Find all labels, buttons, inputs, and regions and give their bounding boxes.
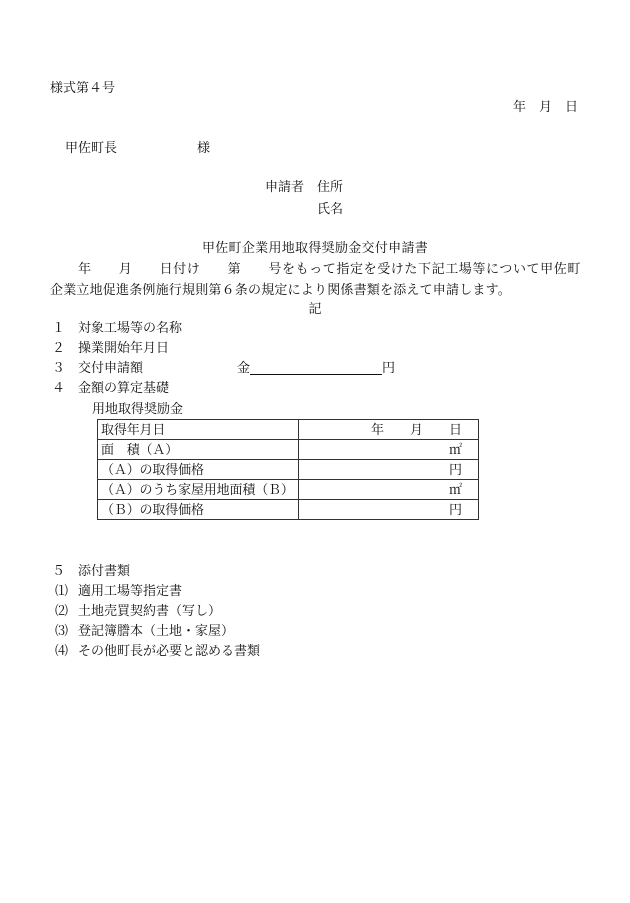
body-line-1: 年 月 日付け 第 号をもって指定を受けた下記工場等について甲佐町 xyxy=(78,261,581,276)
addressee-name: 甲佐町長 xyxy=(65,140,118,155)
item-2-number: ２ xyxy=(52,340,66,355)
item-1-number: １ xyxy=(52,320,66,335)
attachment-3-number: ⑶ xyxy=(55,623,69,638)
attachment-3-label: 登記簿謄本（土地・家屋） xyxy=(78,623,235,638)
body-line-2: 企業立地促進条例施行規則第６条の規定により関係書類を添えて申請します。 xyxy=(50,282,511,297)
row-value-house-land-area-b: ㎡ xyxy=(299,480,479,500)
row-value-acquisition-date: 年 月 日 xyxy=(299,420,479,440)
attachment-4-label: その他町長が必要と認める書類 xyxy=(78,643,261,658)
document-title: 甲佐町企業用地取得奨励金交付申請書 xyxy=(201,240,429,255)
ki-heading: 記 xyxy=(308,301,322,316)
table-row xyxy=(98,480,479,500)
applicant-address-label: 住所 xyxy=(317,179,344,194)
row-value-area-a: ㎡ xyxy=(299,440,479,460)
table-row xyxy=(98,420,479,440)
attachments-heading: 添付書類 xyxy=(78,563,131,578)
basis-subtitle: 用地取得奨励金 xyxy=(92,401,184,416)
attachment-2-label: 土地売買契約書（写し） xyxy=(78,603,222,618)
item-3-label: 交付申請額 xyxy=(78,360,144,375)
attachment-1-label: 適用工場等指定書 xyxy=(78,583,183,598)
attachment-1-number: ⑴ xyxy=(55,583,69,598)
row-label-area-a: 面 積（Ａ） xyxy=(98,440,299,460)
item-3-number: ３ xyxy=(52,360,66,375)
amount-blank-line xyxy=(250,361,382,375)
row-label-price-a: （Ａ）の取得価格 xyxy=(98,460,299,480)
attachment-2-number: ⑵ xyxy=(55,603,69,618)
row-label-house-land-area-b: （Ａ）のうち家屋用地面積（Ｂ） xyxy=(98,480,299,500)
applicant-name-label: 氏名 xyxy=(317,201,344,216)
calculation-basis-table xyxy=(97,419,479,520)
addressee-honorific: 様 xyxy=(197,140,211,155)
attachment-4-number: ⑷ xyxy=(55,643,69,658)
amount-prefix: 金 xyxy=(237,360,251,375)
requested-amount-field xyxy=(237,361,395,375)
amount-suffix: 円 xyxy=(382,360,396,375)
item-4-number: ４ xyxy=(52,380,66,395)
form-number: 様式第４号 xyxy=(50,80,116,95)
item-2-label: 操業開始年月日 xyxy=(78,340,170,355)
item-1-label: 対象工場等の名称 xyxy=(78,320,183,335)
row-label-acquisition-date: 取得年月日 xyxy=(98,420,299,440)
item-4-label: 金額の算定基礎 xyxy=(78,380,170,395)
date-line: 年 月 日 xyxy=(513,99,579,114)
table-row xyxy=(98,500,479,520)
row-value-price-a: 円 xyxy=(299,460,479,480)
row-value-price-b: 円 xyxy=(299,500,479,520)
table-row xyxy=(98,440,479,460)
applicant-label: 申請者 xyxy=(265,179,305,194)
attachments-number: ５ xyxy=(52,563,66,578)
row-label-price-b: （Ｂ）の取得価格 xyxy=(98,500,299,520)
table-row xyxy=(98,460,479,480)
